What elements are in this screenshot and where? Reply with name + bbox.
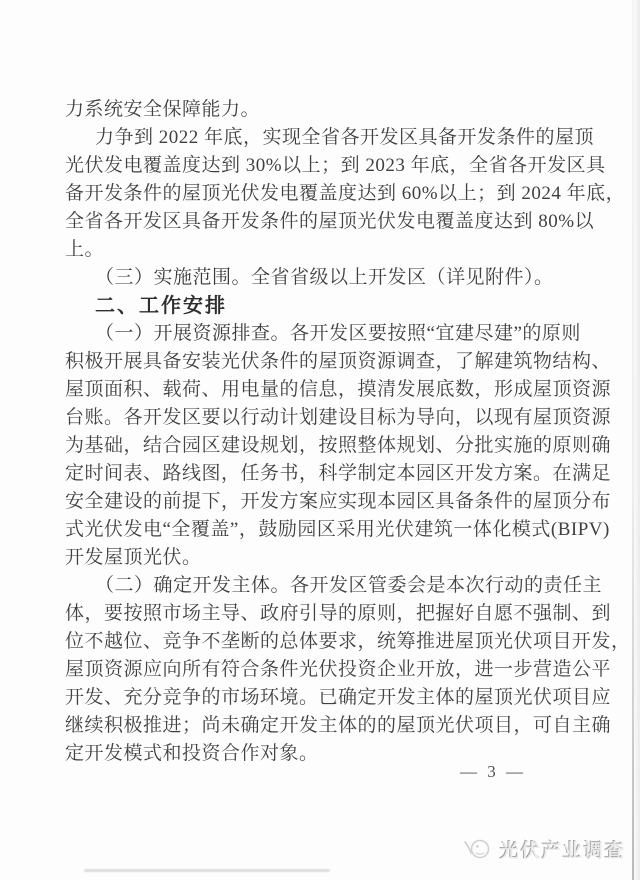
document-line: [65, 712, 612, 740]
text-run-kai: （一）开展资源排查。: [95, 323, 291, 344]
document-line: [65, 572, 603, 600]
text-run-kai: （三）实施范围。: [95, 267, 252, 288]
document-line: [65, 320, 581, 348]
text-run-body: 全省各开发区具备开发条件的屋顶光伏发电覆盖度达到 80%以: [65, 211, 595, 232]
document-line: [65, 684, 612, 712]
document-line: [65, 516, 610, 544]
text-run-body: 备开发条件的屋顶光伏发电覆盖度达到 60%以上；到 2024 年底，: [65, 183, 626, 204]
text-run-body: 力系统安全保障能力。: [65, 99, 261, 120]
document-line: [65, 292, 543, 320]
document-line: [65, 180, 626, 208]
document-line: [65, 236, 543, 264]
scan-artifact-line: [84, 869, 330, 872]
scan-edge-line: [632, 0, 634, 880]
text-run-kai: （二）确定开发主体。: [95, 575, 291, 596]
text-run-body: 光伏发电覆盖度达到 30%以上；到 2023 年底，全省各开发区具: [65, 155, 606, 176]
text-run-body: 式光伏发电“全覆盖”，鼓励园区采用光伏建筑一体化模式(BIPV): [65, 519, 610, 540]
text-run-hei: 二、工作安排: [95, 295, 227, 317]
text-run-body: 各开发区要按照“宜建尽建”的原则: [290, 323, 581, 344]
page-number: — 3 —: [460, 762, 526, 781]
text-run-body: 安全建设的前提下，开发方案应实现本园区具备条件的屋顶分布: [65, 491, 612, 512]
text-run-body: 开发、充分竞争的市场环境。已确定开发主体的屋顶光伏项目应: [65, 687, 612, 708]
document-line: [65, 656, 612, 684]
document-line: [65, 460, 612, 488]
document-line: [65, 208, 595, 236]
text-run-body: 开发屋顶光伏。: [65, 547, 202, 568]
text-run-body: 各开发区管委会是本次行动的责任主: [290, 575, 603, 596]
text-run-body: 全省省级以上开发区（详见附件）。: [251, 267, 554, 288]
document-line: [65, 124, 595, 152]
scan-edge-shade: [633, 0, 640, 880]
text-run-body: 定时间表、路线图，任务书，科学制定本园区开发方案。在满足: [65, 463, 612, 484]
text-run-body: 力争到 2022 年底，实现全省各开发区具备开发条件的屋顶: [95, 127, 595, 148]
document-line: [65, 628, 631, 656]
document-line: [65, 488, 612, 516]
document-line: [65, 600, 612, 628]
text-run-body: 位不越位、竞争不垄断的总体要求，统筹推进屋顶光伏项目开发，: [65, 631, 631, 652]
text-run-body: 屋顶资源应向所有符合条件光伏投资企业开放，进一步营造公平: [65, 659, 612, 680]
text-run-body: 为基础，结合园区建设规划，按照整体规划、分批实施的原则确: [65, 435, 612, 456]
brand-logo-icon: [462, 834, 492, 864]
text-run-body: 上。: [65, 239, 105, 260]
text-run-body: 体，要按照市场主导、政府引导的原则，把握好自愿不强制、到: [65, 603, 612, 624]
document-line: [65, 152, 606, 180]
text-run-body: 积极开展具备安装光伏条件的屋顶资源调查，了解建筑物结构、: [65, 351, 612, 372]
text-run-body: 定开发模式和投资合作对象。: [65, 743, 319, 764]
document-line: [65, 544, 543, 572]
document-line: [65, 432, 612, 460]
document-line: [65, 404, 612, 432]
document-line: [65, 376, 612, 404]
document-line: [65, 348, 612, 376]
text-run-body: 台账。各开发区要以行动计划建设目标为导向，以现有屋顶资源: [65, 407, 612, 428]
text-run-body: 继续积极推进；尚未确定开发主体的的屋顶光伏项目，可自主确: [65, 715, 612, 736]
footer-watermark: [462, 834, 626, 864]
document-text: [65, 96, 631, 768]
brand-name: 光伏产业调查: [499, 840, 626, 862]
document-line: [65, 96, 543, 124]
document-line: [65, 264, 554, 292]
text-run-body: 屋顶面积、载荷、用电量的信息，摸清发展底数，形成屋顶资源: [65, 379, 612, 400]
